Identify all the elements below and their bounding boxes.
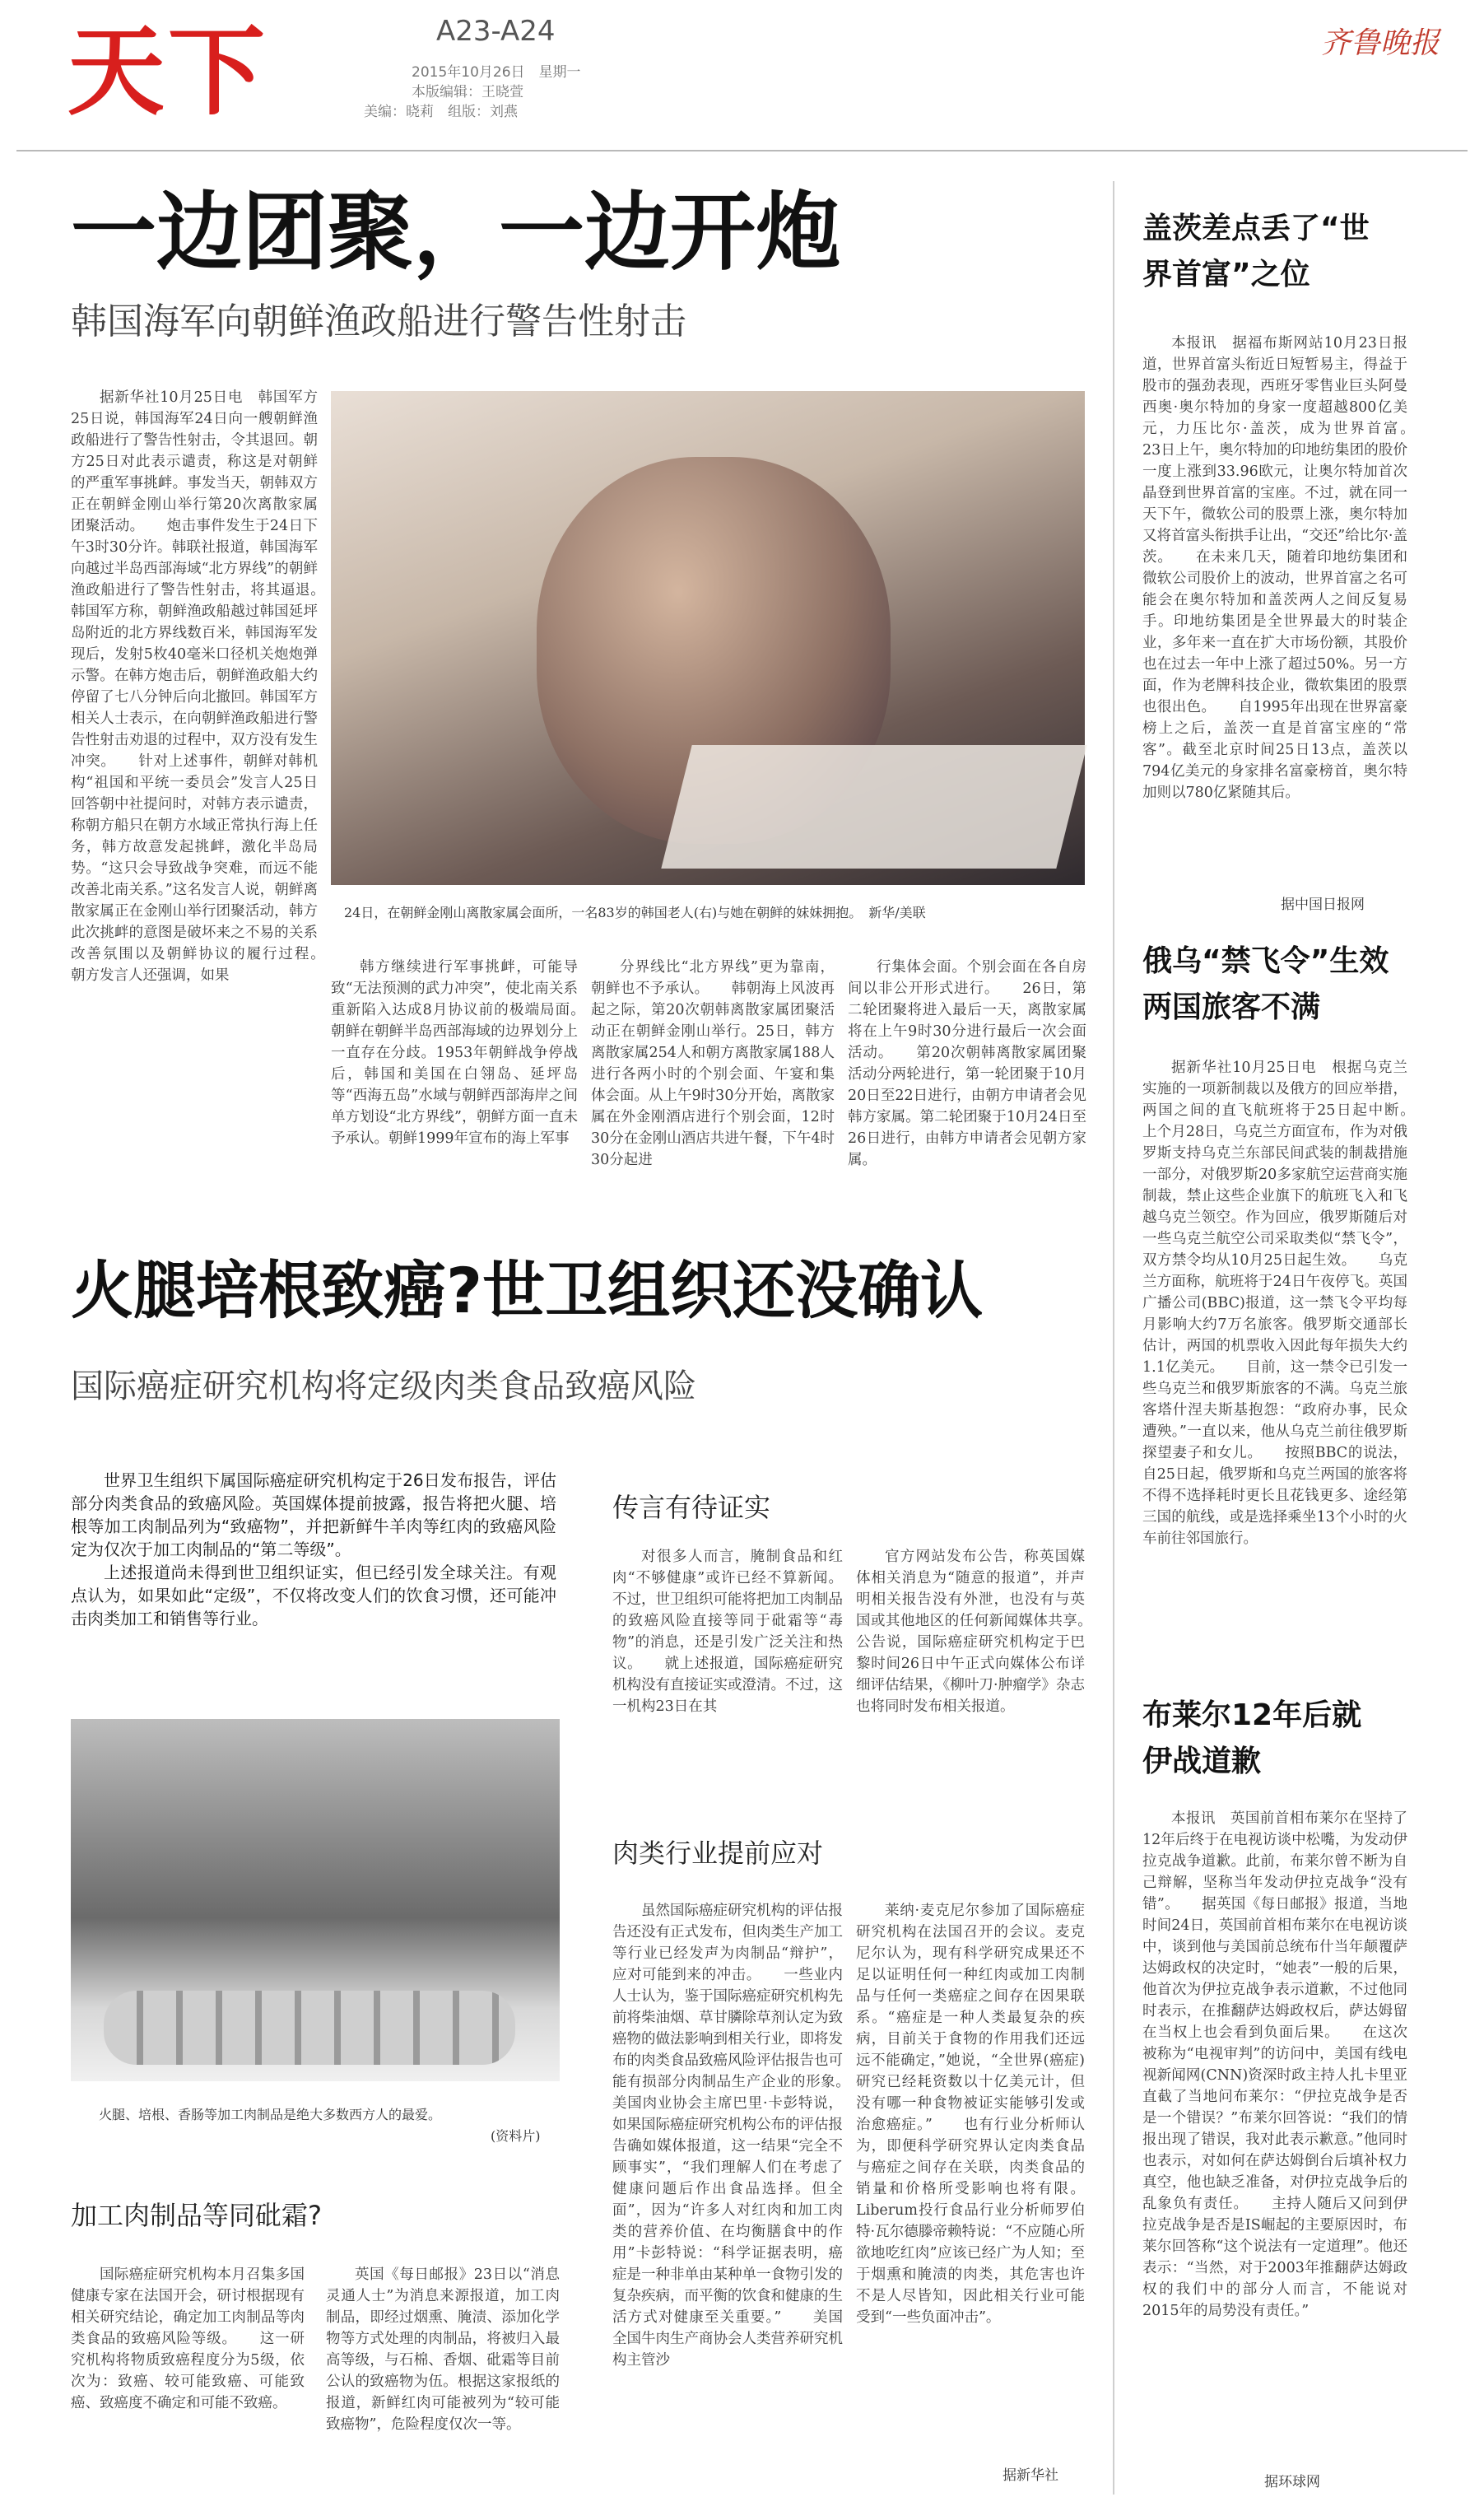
sidebar-divider <box>1113 181 1114 2495</box>
sausage-rows <box>104 1991 515 2065</box>
issue-date: 2015年10月26日 星期一 <box>412 64 581 81</box>
sidebar-story2-title: 俄乌“禁飞令”生效两国旅客不满 <box>1142 944 1389 1024</box>
section-rumor-col-1: 对很多人而言，腌制食品和红肉“不够健康”或许已经不算新闻。不过，世卫组织可能将把加工肉制品的致癌风险直接等同于砒霜等“毒物”的消息，还是引发广泛关注和热议。 就上述报道，国际癌症研究机构没有直接证实或澄清。不过，这一机构23日在其 <box>612 1549 843 1715</box>
sidebar-story1-body: 本报讯 据福布斯网站10月23日报道，世界首富头衔近日短暂易主，得益于股市的强劲表现，西班牙零售业巨头阿曼西奥·奥尔特加的身家一度超越800亿美元，力压比尔·盖茨，成为世界首富。 23日上午，奥尔特加的印地纺集团的股价一度上涨到33.96欧元，让奥尔特加首次晶登到世界首富的宝座。不过，就在同一天下午，微软公司的股票上涨，奥尔特加又将首富头衔拱手让出，“交还”给比尔·盖茨。 在未来几天，随着印地纺集团和微软公司股价上的波动，世界首富之名可能会在奥尔特加和盖茨两人之间反复易手。印地纺集团是全世界最大的时装企业，多年来一直在扩大市场份额，其股价也在过去一年中上涨了超过50%。另一方面，作为老牌科技企业，微软集团的股票也很出色。 自1995年出现在世界富豪榜上之后，盖茨一直是首富宝座的“常客”。截至北京时间25日13点，盖茨以794亿美元的身家排名富豪榜首，奥尔特加则以780亿紧随其后。 <box>1142 335 1407 801</box>
section-arsenic-col-1: 国际癌症研究机构本月召集多国健康专家在法国开会，研讨根据现有相关研究结论，确定加工肉制品等肉类食品的致癌风险等级。 这一研究机构将物质致癌程度分为5级，依次为：致癌、较可能致癌、可能致癌、致癌度不确定和可能不致癌。 <box>71 2266 305 2411</box>
section-rumor-col-2: 官方网站发布公告，称英国媒体相关消息为“随意的报道”，并声明相关报告没有外泄，也没有与英国或其他地区的任何新闻媒体共享。 公告说，国际癌症研究机构定于巴黎时间26日中午正式向媒体公布详细评估结果，《柳叶刀·肿瘤学》杂志也将同时发布相关报道。 <box>856 1549 1085 1715</box>
sidebar-story3-title: 布莱尔12年后就伊战道歉 <box>1142 1698 1362 1778</box>
sidebar-story2-body: 据新华社10月25日电 根据乌克兰实施的一项新制裁以及俄方的回应举措，两国之间的直飞航班将于25日起中断。 上个月28日，乌克兰方面宣布，作为对俄罗斯支持乌克兰东部民间武装的制裁措施一部分，对俄罗斯20多家航空运营商实施制裁，禁止这些企业旗下的航班飞入和飞越乌克兰领空。作为回应，俄罗斯随后对一些乌克兰航空公司采取类似“禁飞令”，双方禁令均从10月25日起生效。 乌克兰方面称，航班将于24日午夜停飞。英国广播公司(BBC)报道，这一禁飞令平均每月影响大约7万名旅客。俄罗斯交通部长估计，两国的机票收入因此每年损失大约1.1亿美元。 目前，这一禁令已引发一些乌克兰和俄罗斯旅客的不满。乌克兰旅客塔什涅夫斯基抱怨：“政府办事，民众遭殃。”一直以来，他从乌克兰前往俄罗斯探望妻子和女儿。 按照BBC的说法，自25日起，俄罗斯和乌克兰两国的旅客将不得不选择耗时更长且花钱更多、途经第三国的航线，或是选择乘坐13个小时的火车前往邻国旅行。 <box>1142 1060 1407 1547</box>
section-industry-heading: 肉类行业提前应对 <box>612 1838 824 1869</box>
second-photo-credit: (资料片) <box>491 2128 541 2144</box>
section-industry-source: 据新华社 <box>1003 2467 1058 2484</box>
photo-album-on-table <box>661 745 1086 869</box>
second-headline: 火腿培根致癌?世卫组织还没确认 <box>71 1254 984 1327</box>
masthead: 天下 <box>67 15 269 128</box>
lead-column-4: 行集体会面。个别会面在各自房间以非公开形式进行。 26日，第二轮团聚将进入最后一天，离散家属将在上午9时30分进行最后一次会面活动。 第20次朝韩离散家属团聚活动分两轮进行，第一轮团聚于10月20日至22日进行，由朝方申请者会见韩方家属。第二轮团聚于10月24日至26日进行，由韩方申请者会见朝方家属。 <box>848 959 1086 1168</box>
section-rumor-heading: 传言有待证实 <box>612 1492 771 1523</box>
lead-column-1: 据新华社10月25日电 韩国军方25日说，韩国海军24日向一艘朝鲜渔政船进行了警告性射击，令其退回。朝方25日对此表示谴责，称这是对朝鲜的严重军事挑衅。事发当天，朝韩双方正在朝鲜金刚山举行第20次离散家属团聚活动。 炮击事件发生于24日下午3时30分许。韩联社报道，韩国海军向越过半岛西部海域“北方界线”的朝鲜渔政船进行了警告性射击，将其逼退。 韩国军方称，朝鲜渔政船越过韩国延坪岛附近的北方界线数百米，韩国海军发现后，发射5枚40毫米口径机关炮炮弹示警。在韩方炮击后，朝鲜渔政船大约停留了七八分钟后向北撤回。韩国军方相关人士表示，在向朝鲜渔政船进行警告性射击劝退的过程中，双方没有发生冲突。 针对上述事件，朝鲜对韩机构“祖国和平统一委员会”发言人25日回答朝中社提问时，对韩方表示谴责，称朝方船只在朝方水域正常执行海上任务，韩方故意发起挑衅，激化半岛局势。“这只会导致战争突难，而远不能改善北南关系。”这名发言人说，朝鲜离散家属正在金刚山举行团聚活动，韩方此次挑衅的意图是破坏来之不易的关系改善氛围以及朝鲜协议的履行过程。 朝方发言人还强调，如果 <box>71 389 318 984</box>
second-photo-meat-factory <box>71 1719 560 2081</box>
paper-logo: 齐鲁晚报 <box>1321 26 1440 60</box>
section-arsenic-heading: 加工肉制品等同砒霜? <box>71 2200 322 2231</box>
sidebar-story3-source: 据环球网 <box>1264 2474 1320 2490</box>
lead-column-2: 韩方继续进行军事挑衅，可能导致“无法预测的武力冲突”，使北南关系重新陷入达成8月协议前的极端局面。 朝鲜在朝鲜半岛西部海域的边界划分上一直存在分歧。1953年朝鲜战争停战后，韩国和美国在白翎岛、延坪岛等“西海五岛”水域与朝鲜西部海岸之间单方划设“北方界线”，朝鲜方面一直未予承认。朝鲜1999年宣布的海上军事 <box>331 959 578 1147</box>
page-range: A23-A24 <box>436 15 556 48</box>
lead-column-3: 分界线比“北方界线”更为靠南，朝鲜也不予承认。 韩朝海上风波再起之际，第20次朝韩离散家属团聚活动正在朝鲜金刚山举行。25日，韩方离散家属254人和朝方离散家属188人进行各两小时的个别会面、午宴和集体会面。从上午9时30分开始，离散家属在外金刚酒店进行个别会面，12时30分在金刚山酒店共进午餐，下午4时30分起进 <box>591 959 835 1168</box>
section-industry-col-2: 莱纳·麦克尼尔参加了国际癌症研究机构在法国召开的会议。麦克尼尔认为，现有科学研究成果还不足以证明任何一种红肉或加工肉制品与任何一类癌症之间存在因果联系。“癌症是一种人类最复杂的疾病，目前关于食物的作用我们还远远不能确定，”她说，“全世界(癌症)研究已经耗资数以十亿美元计，但没有哪一种食物被证实能够引发或治愈癌症。” 也有行业分析师认为，即便科学研究界认定肉类食品与癌症之间存在关联，肉类食品的销量和价格所受影响也将有限。Liberum投行食品行业分析师罗伯特·瓦尔德滕帝赖特说：“不应随心所欲地吃红肉”应该已经广为人知；至于烟熏和腌渍的肉类，其危害也许不是人尽皆知，因此相关行业可能受到“一些负面冲击”。 <box>856 1903 1085 2326</box>
design-credit: 美编：晓莉 组版：刘燕 <box>364 104 518 120</box>
section-industry-col-1: 虽然国际癌症研究机构的评估报告还没有正式发布，但肉类生产加工等行业已经发声为肉制品“辩护”，应对可能到来的冲击。 一些业内人士认为，鉴于国际癌症研究机构先前将柴油烟、草甘膦除草剂认定为致癌物的做法影响到相关行业，即将发布的肉类食品致癌风险评估报告也可能有损部分肉制品生产企业的形象。 美国肉业协会主席巴里·卡彭特说，如果国际癌症研究机构公布的评估报告确如媒体报道，这一结果“完全不顾事实”，“我们理解人们在考虑了健康问题后作出食品选择。但全面”，因为“许多人对红肉和加工肉类的营养价值、在均衡膳食中的作用”卡彭特说：“科学证据表明，癌症是一种非单由某种单一食物引发的复杂疾病，而平衡的饮食和健康的生活方式对健康至关重要。” 美国全国牛肉生产商协会人类营养研究机构主管沙 <box>612 1903 843 2369</box>
header-rule <box>16 150 1468 151</box>
sidebar-story1-source: 据中国日报网 <box>1281 897 1365 913</box>
lead-headline: 一边团聚，一边开炮 <box>71 182 842 282</box>
lead-photo-reunion-embrace <box>331 391 1085 885</box>
section-arsenic-col-2: 英国《每日邮报》23日以“消息灵通人士”为消息来源报道，加工肉制品，即经过烟熏、腌渍、添加化学物等方式处理的肉制品，将被归入最高等级，与石棉、香烟、砒霜等目前公认的致癌物为伍。根据这家报纸的报道，新鲜红肉可能被列为“较可能致癌物”，危险程度仅次一等。 <box>326 2266 560 2433</box>
second-subheadline: 国际癌症研究机构将定级肉类食品致癌风险 <box>71 1367 696 1405</box>
second-intro: 世界卫生组织下属国际癌症研究机构定于26日发布报告，评估部分肉类食品的致癌风险。英国媒体提前披露，报告将把火腿、培根等加工肉制品列为“致癌物”，并把新鲜牛羊肉等红肉的致癌风险定为仅次于加工肉制品的“第二等级”。 上述报道尚未得到世卫组织证实，但已经引发全球关注。有观点认为，如果如此“定级”，不仅将改变人们的饮食习惯，还可能冲击肉类加工和销售等行业。 <box>71 1470 556 1628</box>
second-photo-caption: 火腿、培根、香肠等加工肉制品是绝大多数西方人的最爱。 <box>99 2107 442 2122</box>
editor-credit: 本版编辑：王晓萱 <box>412 84 523 100</box>
lead-photo-caption: 24日，在朝鲜金刚山离散家属会面所，一名83岁的韩国老人(右)与她在朝鲜的妹妹拥抱。 新华/美联 <box>344 905 926 920</box>
sidebar-story3-body: 本报讯 英国前首相布莱尔在坚持了12年后终于在电视访谈中松嘴，为发动伊拉克战争道歉。此前，布莱尔曾不断为自己辩解，坚称当年发动伊拉克战争“没有错”。 据英国《每日邮报》报道，当地时间24日，英国前首相布莱尔在电视访谈中，谈到他与美国前总统布什当年颠覆萨达姆政权的决定时，“她表”一般的后果，他首次为伊拉克战争表示道歉，不过他同时表示，在推翻萨达姆政权后，萨达姆留在当权上也会看到负面后果。 在这次被称为“电视审判”的访问中，美国有线电视新闻网(CNN)资深时政主持人扎卡里亚直截了当地问布莱尔：“伊拉克战争是否是一个错误？”布莱尔回答说：“我们的情报出现了错误，我对此表示歉意。”他同时也表示，对如何在萨达姆倒台后填补权力真空，他也缺乏准备，对伊拉克战争后的乱象负有责任。 主持人随后又问到伊拉克战争是否是IS崛起的主要原因时，布莱尔回答称“这个说法有一定道理”。他还表示：“当然，对于2003年推翻萨达姆政权的我们中的部分人而言，不能说对2015年的局势没有责任。” <box>1142 1810 1407 2319</box>
sidebar-story1-title: 盖茨差点丢了“世界首富”之位 <box>1142 212 1370 291</box>
lead-subheadline: 韩国海军向朝鲜渔政船进行警告性射击 <box>71 300 686 342</box>
